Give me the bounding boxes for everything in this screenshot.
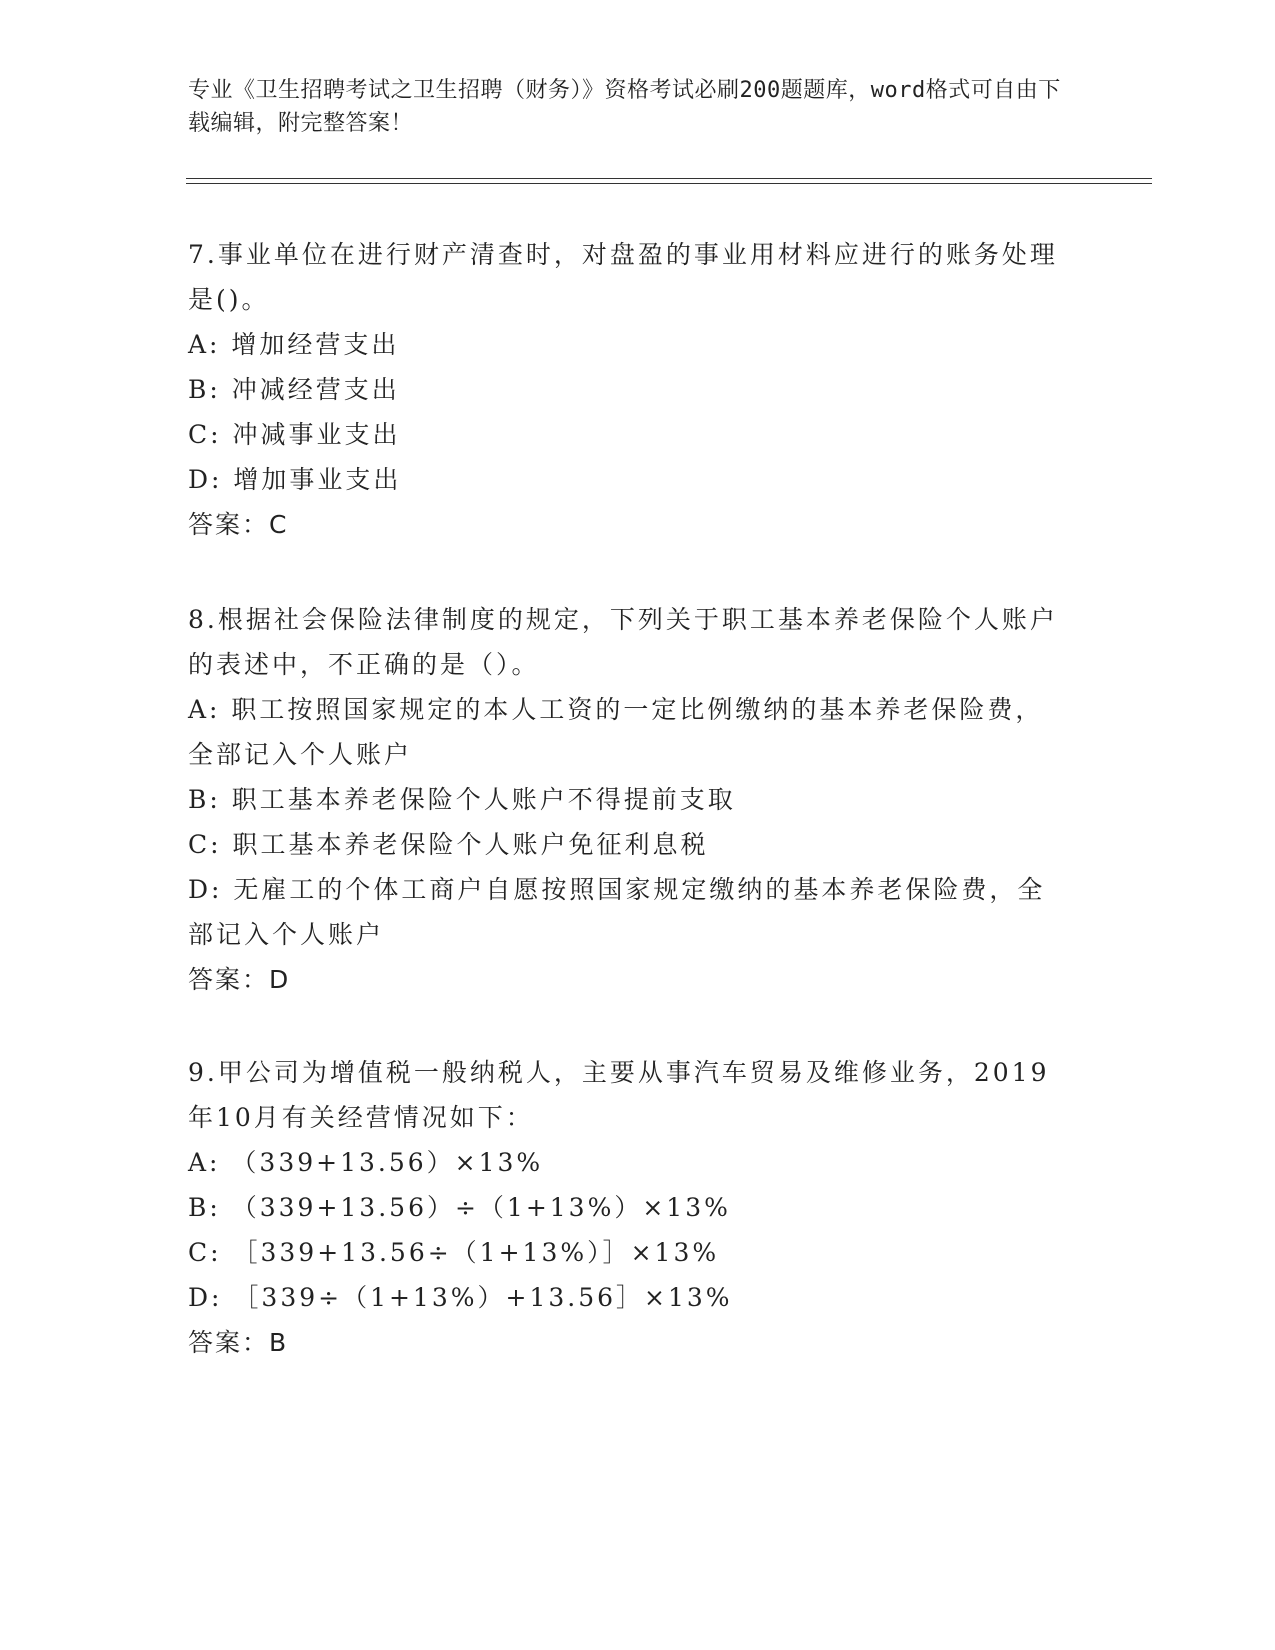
- answer-label: 答案：D: [188, 965, 291, 994]
- question-8: [188, 597, 1068, 1002]
- option-c: C: ［339+13.56÷（1+13%）］×13%: [188, 1238, 720, 1267]
- header-divider-top: [186, 178, 1152, 179]
- option-a: A: （339+13.56）×13%: [188, 1148, 544, 1177]
- option-b: B: （339+13.56）÷（1+13%）×13%: [188, 1193, 731, 1222]
- question-stem: 7.事业单位在进行财产清查时，对盘盈的事业用材料应进行的账务处理是()。: [188, 240, 1058, 314]
- option-a: A: 职工按照国家规定的本人工资的一定比例缴纳的基本养老保险费，全部记入个人账户: [188, 695, 1044, 769]
- option-c: C: 冲减事业支出: [188, 420, 401, 449]
- question-stem: 9.甲公司为增值税一般纳税人，主要从事汽车贸易及维修业务，2019年10月有关经营情况如下：: [188, 1058, 1050, 1132]
- option-b: B: 冲减经营支出: [188, 375, 400, 404]
- option-d: D: 增加事业支出: [188, 465, 402, 494]
- option-d: D: ［339÷（1+13%）+13.56］×13%: [188, 1283, 733, 1312]
- option-b: B: 职工基本养老保险个人账户不得提前支取: [188, 785, 736, 814]
- answer-label: 答案：B: [188, 1328, 289, 1357]
- document-header-text: 专业《卫生招聘考试之卫生招聘（财务）》资格考试必刷200题题库，word格式可自由下载编辑，附完整答案！: [188, 78, 1061, 136]
- question-9: [188, 1050, 1068, 1365]
- answer-label: 答案：C: [188, 510, 289, 539]
- question-7: [188, 232, 1068, 547]
- option-a: A: 增加经营支出: [188, 330, 400, 359]
- option-c: C: 职工基本养老保险个人账户免征利息税: [188, 830, 709, 859]
- question-stem: 8.根据社会保险法律制度的规定，下列关于职工基本养老保险个人账户的表述中，不正确的是（）。: [188, 605, 1058, 679]
- option-d: D: 无雇工的个体工商户自愿按照国家规定缴纳的基本养老保险费，全部记入个人账户: [188, 875, 1046, 949]
- header-divider-bottom: [186, 183, 1152, 184]
